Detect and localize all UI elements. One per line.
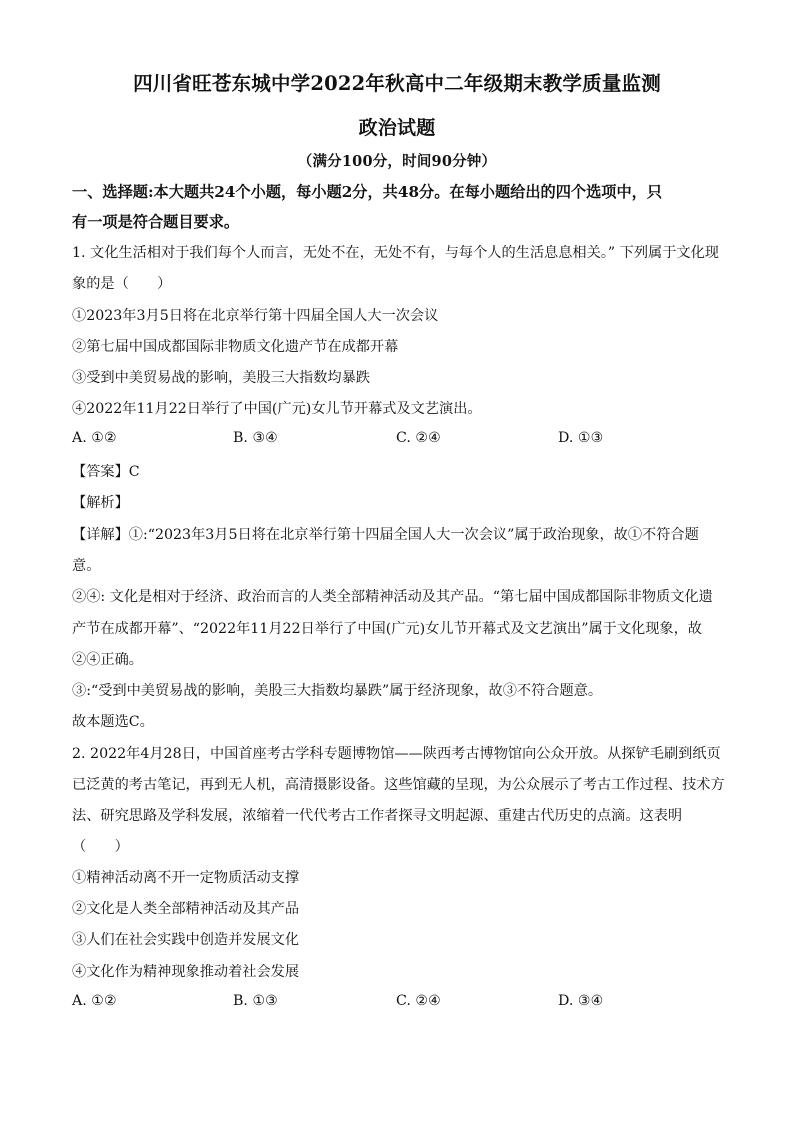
- q2-stem-line4: （ ）: [72, 839, 129, 855]
- q1-item-2: ②第七届中国成都国际非物质文化遗产节在成都开幕: [72, 339, 399, 355]
- q1-detail-line1: 【详解】①:“2023年3月5日将在北京举行第十四届全国人大一次会议”属于政治现象，故①不符合题: [72, 527, 699, 543]
- q2-option-a: A. ①②: [72, 993, 117, 1009]
- q2-option-b: B. ①③: [233, 993, 278, 1009]
- q2-item-4: ④文化作为精神现象推动着社会发展: [72, 964, 300, 980]
- q2-option-c: C. ②④: [396, 993, 441, 1009]
- q1-detail-line6: ③:“受到中美贸易战的影响，美股三大指数均暴跌”属于经济现象，故③不符合题意。: [72, 683, 603, 699]
- q1-analysis-label: 【解析】: [72, 495, 129, 511]
- q1-detail-line7: 故本题选C。: [72, 714, 154, 730]
- q1-item-4: ④2022年11月22日举行了中国(广元)女儿节开幕式及文艺演出。: [72, 401, 482, 417]
- exam-note: （满分100分，时间90分钟）: [297, 153, 497, 170]
- q1-detail-line3: ②④: 文化是相对于经济、政治而言的人类全部精神活动及其产品。“第七届中国成都国际非物质文化遗: [72, 589, 713, 605]
- q2-option-d: D. ③④: [558, 993, 604, 1009]
- q2-stem-line1: 2. 2022年4月28日，中国首座考古学科专题博物馆——陕西考古博物馆向公众开放。从探铲毛刷到纸页: [72, 746, 721, 762]
- q1-option-b: B. ③④: [233, 430, 278, 446]
- q1-option-a: A. ①②: [72, 430, 117, 446]
- q1-item-1: ①2023年3月5日将在北京举行第十四届全国人大一次会议: [72, 308, 439, 324]
- q1-option-d: D. ①③: [558, 430, 604, 446]
- q1-stem-line1: 1. 文化生活相对于我们每个人而言，无处不在，无处不有，与每个人的生活息息相关。” 下列属于文化现: [72, 245, 719, 261]
- q1-detail-line2: 意。: [72, 558, 101, 574]
- q1-detail-line4: 产节在成都开幕”、“2022年11月22日举行了中国(广元)女儿节开幕式及文艺演出”属于文化现象，故: [72, 621, 702, 637]
- q2-item-1: ①精神活动离不开一定物质活动支撑: [72, 870, 300, 886]
- q2-stem-line3: 法、研究思路及学科发展，浓缩着一代代考古工作者探寻文明起源、重建古代历史的点滴。这表明: [72, 808, 683, 824]
- q1-item-3: ③受到中美贸易战的影响，美股三大指数均暴跌: [72, 370, 370, 386]
- q1-stem-line2: 象的是（ ）: [72, 276, 172, 292]
- section-instructions-line1: 一、选择题:本大题共24个小题，每小题2分，共48分。在每小题给出的四个选项中，只: [72, 183, 663, 201]
- q1-answer: 【答案】C: [72, 464, 140, 480]
- section-instructions-line2: 有一项是符合题目要求。: [72, 213, 240, 231]
- q2-item-3: ③人们在社会实践中创造并发展文化: [72, 932, 300, 948]
- exam-subject: 政治试题: [358, 117, 436, 139]
- q2-item-2: ②文化是人类全部精神活动及其产品: [72, 901, 300, 917]
- exam-title: 四川省旺苍东城中学2022年秋高中二年级期末教学质量监测: [133, 72, 661, 95]
- q2-stem-line2: 已泛黄的考古笔记，再到无人机，高清摄影设备。这些馆藏的呈现，为公众展示了考古工作过程、技术方: [72, 777, 725, 793]
- q1-option-c: C. ②④: [396, 430, 441, 446]
- q1-detail-line5: ②④正确。: [72, 652, 143, 668]
